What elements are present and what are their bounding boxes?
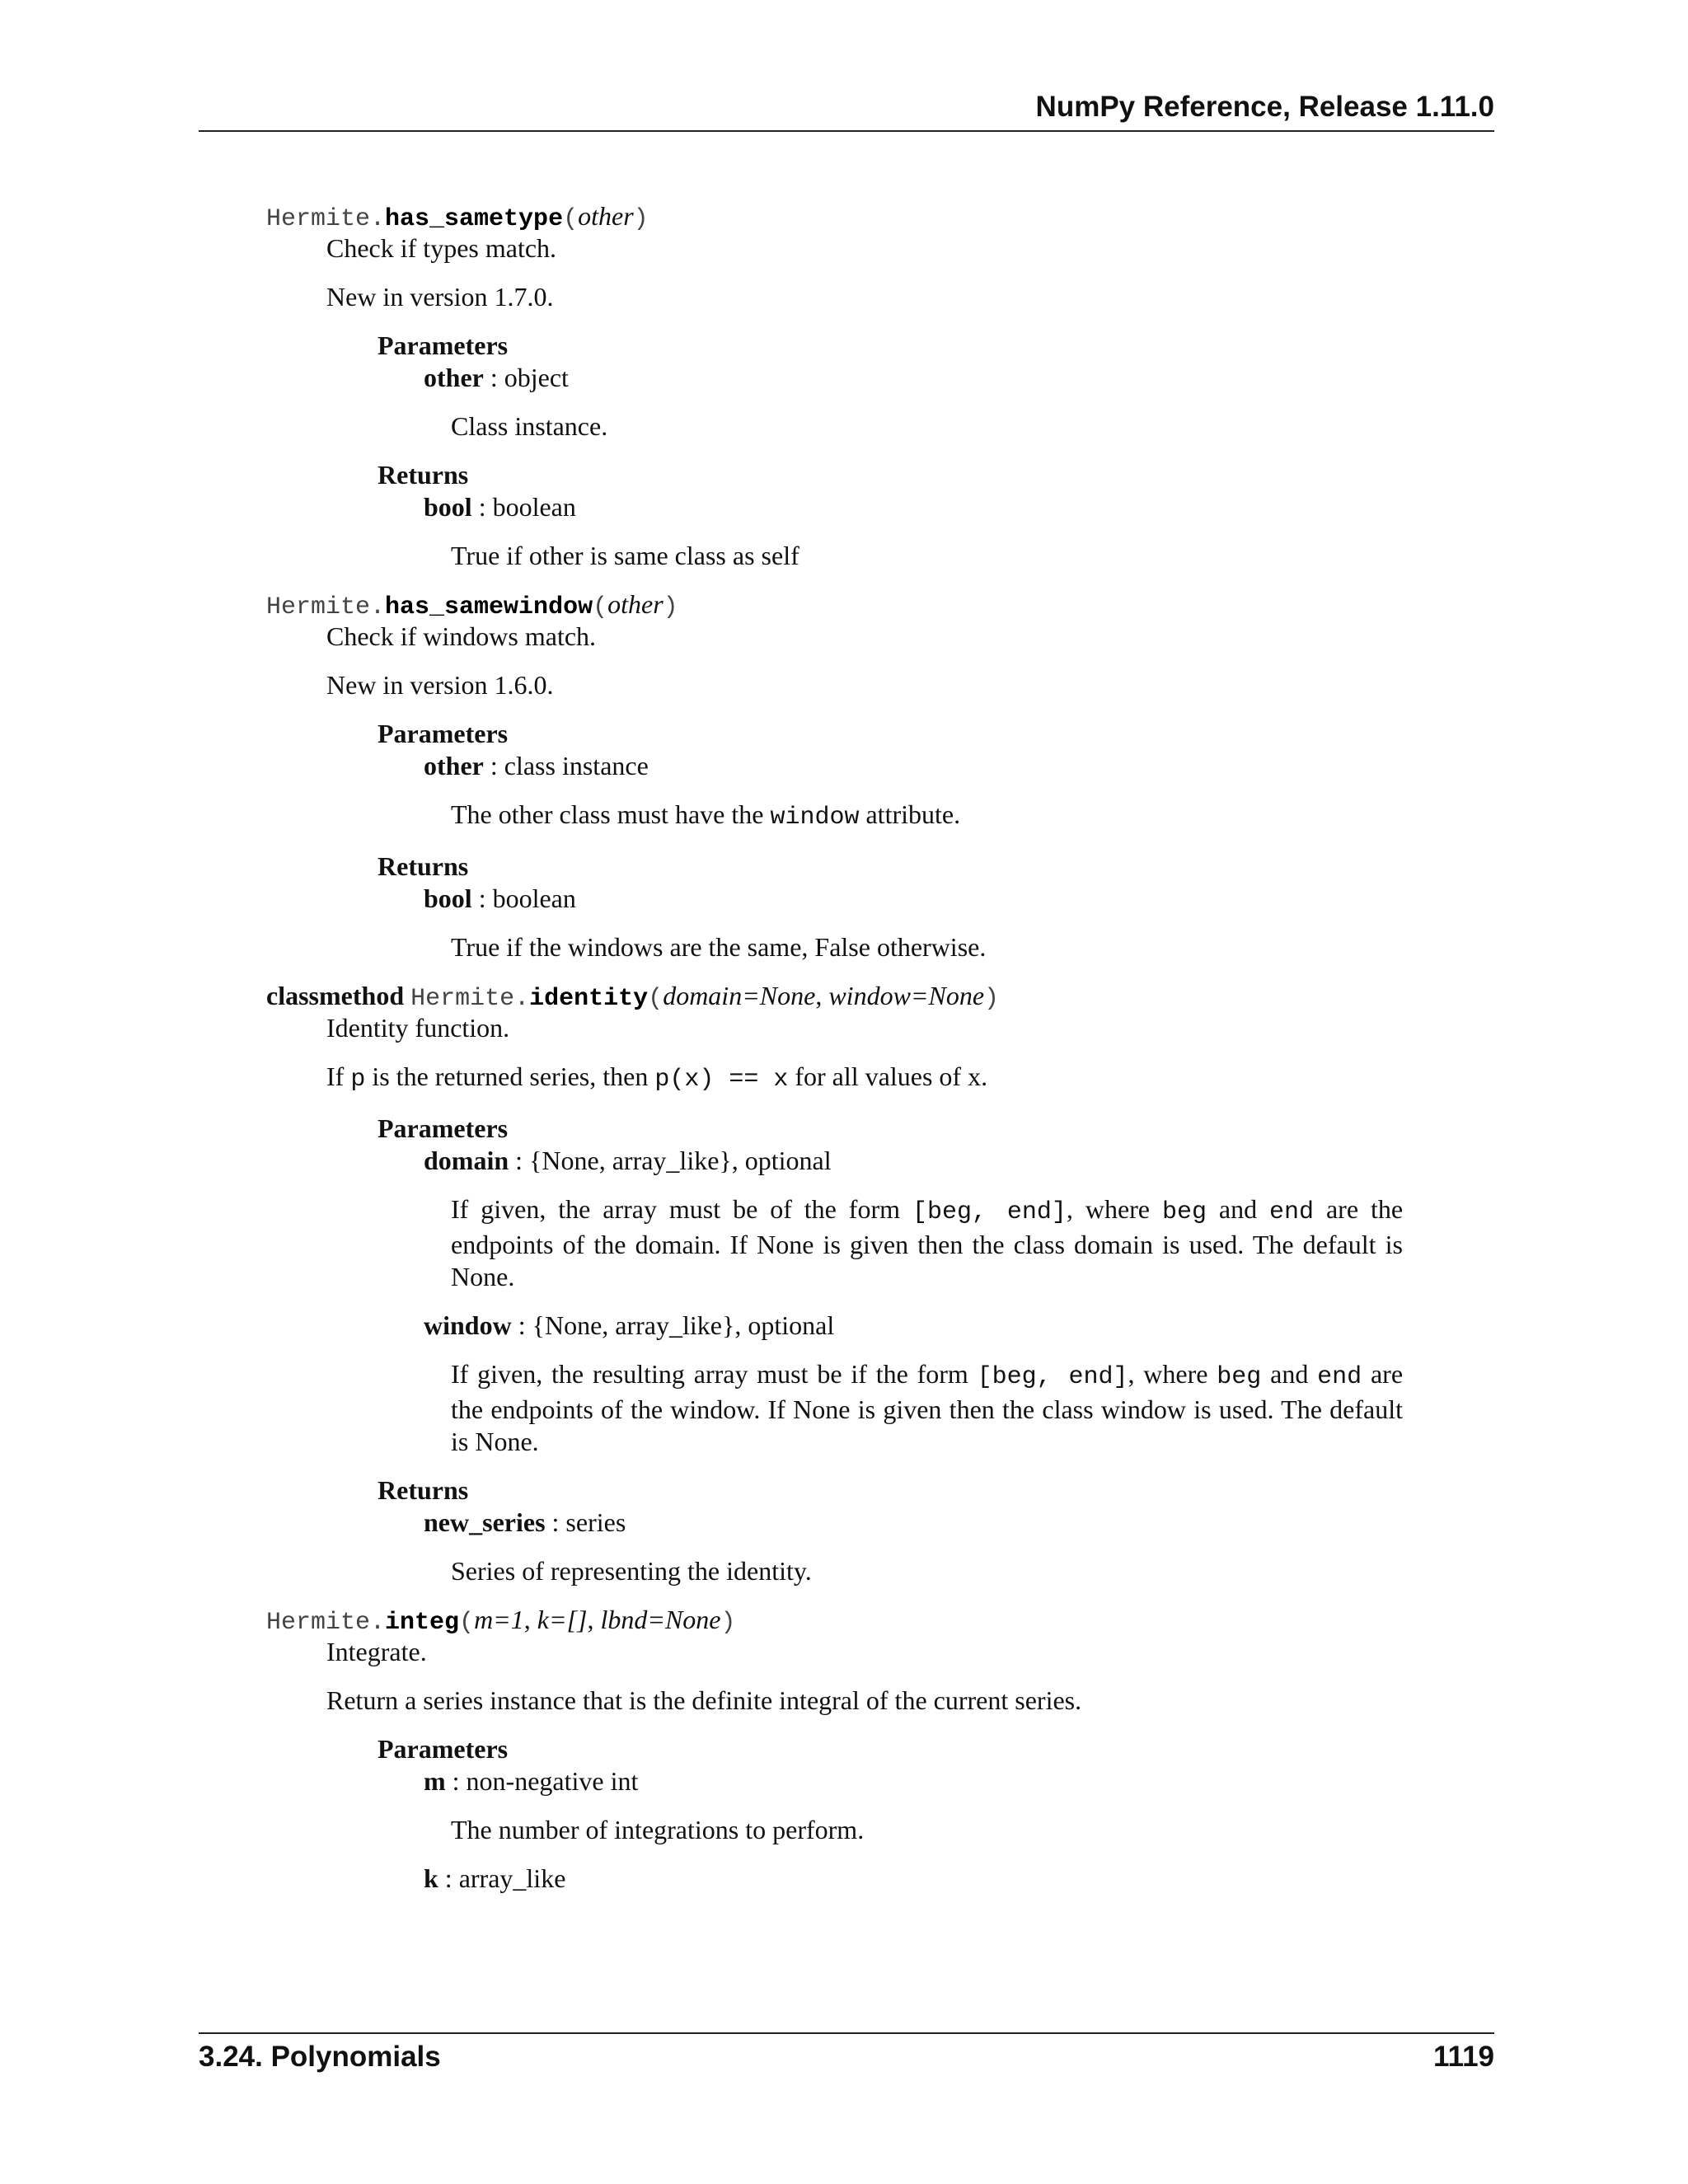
inline-code-p: p xyxy=(350,1066,366,1094)
summary: Check if types match. xyxy=(326,233,557,263)
footer-rule xyxy=(199,2032,1494,2034)
method-name: has_samewindow xyxy=(385,593,593,621)
parameters-label: Parameters xyxy=(377,1113,509,1143)
returns-label: Returns xyxy=(377,1475,469,1505)
version-note: New in version 1.7.0. xyxy=(326,282,554,312)
param-name: window xyxy=(424,1310,512,1340)
signature-integ xyxy=(266,1604,1420,1636)
returns-field xyxy=(377,1474,1420,1587)
desc-text: The other class must have the xyxy=(451,799,771,829)
class-prefix: Hermite. xyxy=(266,1609,386,1637)
parameters-field xyxy=(377,330,1420,443)
return-type: : boolean xyxy=(471,883,576,913)
close-paren: ) xyxy=(984,985,1000,1013)
parameters-label: Parameters xyxy=(377,1734,509,1764)
method-has-samewindow xyxy=(266,588,1420,963)
param-m xyxy=(424,1765,1420,1846)
method-body xyxy=(326,621,1420,963)
summary: Check if windows match. xyxy=(326,621,597,651)
param-description xyxy=(451,1358,1403,1458)
argument-lbnd: lbnd=None xyxy=(600,1605,721,1634)
method-body xyxy=(326,232,1420,572)
class-prefix: Hermite. xyxy=(266,593,386,621)
param-name: domain xyxy=(424,1146,509,1175)
open-paren: ( xyxy=(593,593,608,621)
signature-has-samewindow xyxy=(266,588,1420,621)
inline-code-beg: beg xyxy=(1161,1198,1207,1226)
method-integ xyxy=(266,1604,1420,1895)
param-window xyxy=(424,1310,1420,1458)
returns-field xyxy=(377,851,1420,963)
param-type: : class instance xyxy=(483,751,649,780)
desc-text: are the endpoints of the domain. If None is given then the class domain is used. The default is None. xyxy=(451,1194,1404,1291)
parameters-field xyxy=(377,1113,1420,1458)
argument-k: k=[] xyxy=(537,1605,588,1634)
summary: Identity function. xyxy=(326,1013,510,1043)
param-type: : {None, array_like}, optional xyxy=(509,1146,832,1175)
open-paren: ( xyxy=(459,1609,475,1637)
returns-label: Returns xyxy=(377,460,469,490)
description: Return a series instance that is the definite integral of the current series. xyxy=(326,1685,1082,1715)
signature-identity xyxy=(266,980,1420,1012)
signature-has-sametype xyxy=(266,200,1420,232)
argument: other xyxy=(578,201,634,231)
parameters-field xyxy=(377,1733,1420,1895)
param-description: Class instance. xyxy=(451,411,608,441)
return-bool xyxy=(424,883,1420,963)
param-description xyxy=(451,1193,1403,1293)
param-name: m xyxy=(424,1766,446,1796)
desc-text: and xyxy=(1261,1359,1318,1389)
argument-m: m=1 xyxy=(474,1605,524,1634)
param-type: : array_like xyxy=(438,1863,566,1893)
inline-code-window: window xyxy=(770,804,860,832)
inline-code-end: end xyxy=(1269,1198,1315,1226)
desc-text: If given, the resulting array must be if the form xyxy=(451,1359,978,1389)
arg-separator: , xyxy=(587,1605,601,1634)
page-number: 1119 xyxy=(1433,2041,1494,2073)
return-description: Series of representing the identity. xyxy=(451,1556,812,1586)
desc-text: attribute. xyxy=(859,799,961,829)
return-new-series xyxy=(424,1507,1420,1587)
inline-code-range: [beg, end] xyxy=(977,1363,1128,1391)
desc-text: If xyxy=(326,1062,351,1091)
desc-text: are the endpoints of the window. If None is given then the class window is used. The default is None. xyxy=(451,1359,1404,1456)
method-identity xyxy=(266,980,1420,1587)
param-description xyxy=(451,799,1403,834)
close-paren: ) xyxy=(720,1609,736,1637)
argument-domain: domain=None xyxy=(663,981,816,1010)
open-paren: ( xyxy=(563,205,579,233)
param-description: The number of integrations to perform. xyxy=(451,1815,865,1844)
desc-text: If given, the array must be of the form xyxy=(451,1194,912,1224)
version-note: New in version 1.6.0. xyxy=(326,670,554,700)
returns-field xyxy=(377,459,1420,572)
inline-code-range: [beg, end] xyxy=(912,1198,1067,1226)
inline-code-beg: beg xyxy=(1217,1363,1262,1391)
desc-text: , where xyxy=(1066,1194,1162,1224)
arg-separator: , xyxy=(815,981,829,1010)
arg-separator: , xyxy=(523,1605,537,1634)
inline-code-end: end xyxy=(1317,1363,1362,1391)
return-type: : boolean xyxy=(471,492,576,522)
classmethod-label: classmethod xyxy=(266,981,405,1010)
return-name: new_series xyxy=(424,1507,546,1537)
parameters-label: Parameters xyxy=(377,719,509,748)
param-type: : {None, array_like}, optional xyxy=(511,1310,835,1340)
method-name: integ xyxy=(385,1609,460,1637)
param-other xyxy=(424,750,1420,834)
param-name: other xyxy=(424,363,484,392)
running-header: NumPy Reference, Release 1.11.0 xyxy=(1035,91,1494,123)
desc-text: , where xyxy=(1128,1359,1217,1389)
argument-window: window=None xyxy=(828,981,985,1010)
desc-text: and xyxy=(1206,1194,1270,1224)
method-name: has_sametype xyxy=(385,205,564,233)
param-other xyxy=(424,362,1420,443)
page-content xyxy=(266,200,1420,1895)
return-name: bool xyxy=(424,883,472,913)
return-name: bool xyxy=(424,492,472,522)
summary: Integrate. xyxy=(326,1637,427,1666)
close-paren: ) xyxy=(663,593,678,621)
open-paren: ( xyxy=(648,985,663,1013)
parameters-field xyxy=(377,718,1420,834)
return-bool xyxy=(424,491,1420,572)
return-type: : series xyxy=(545,1507,626,1537)
inline-code-expression: p(x) == x xyxy=(654,1066,789,1094)
description xyxy=(326,1061,1420,1096)
param-name: k xyxy=(424,1863,438,1893)
method-body xyxy=(326,1012,1420,1587)
return-description: True if the windows are the same, False otherwise. xyxy=(451,932,987,962)
class-prefix: Hermite. xyxy=(410,985,530,1013)
param-name: other xyxy=(424,751,484,780)
param-type: : object xyxy=(483,363,569,392)
close-paren: ) xyxy=(633,205,649,233)
param-domain xyxy=(424,1145,1420,1293)
returns-label: Returns xyxy=(377,851,469,881)
running-footer xyxy=(199,2041,1494,2074)
return-description: True if other is same class as self xyxy=(451,541,799,570)
method-has-sametype xyxy=(266,200,1420,572)
header-rule xyxy=(199,130,1494,132)
class-prefix: Hermite. xyxy=(266,205,386,233)
footer-section: 3.24. Polynomials xyxy=(199,2041,441,2073)
param-k xyxy=(424,1863,1420,1895)
method-body xyxy=(326,1636,1420,1895)
desc-text: for all values of x. xyxy=(788,1062,988,1091)
parameters-label: Parameters xyxy=(377,330,509,360)
method-name: identity xyxy=(529,985,649,1013)
desc-text: is the returned series, then xyxy=(365,1062,655,1091)
param-type: : non-negative int xyxy=(445,1766,639,1796)
argument: other xyxy=(607,589,663,619)
